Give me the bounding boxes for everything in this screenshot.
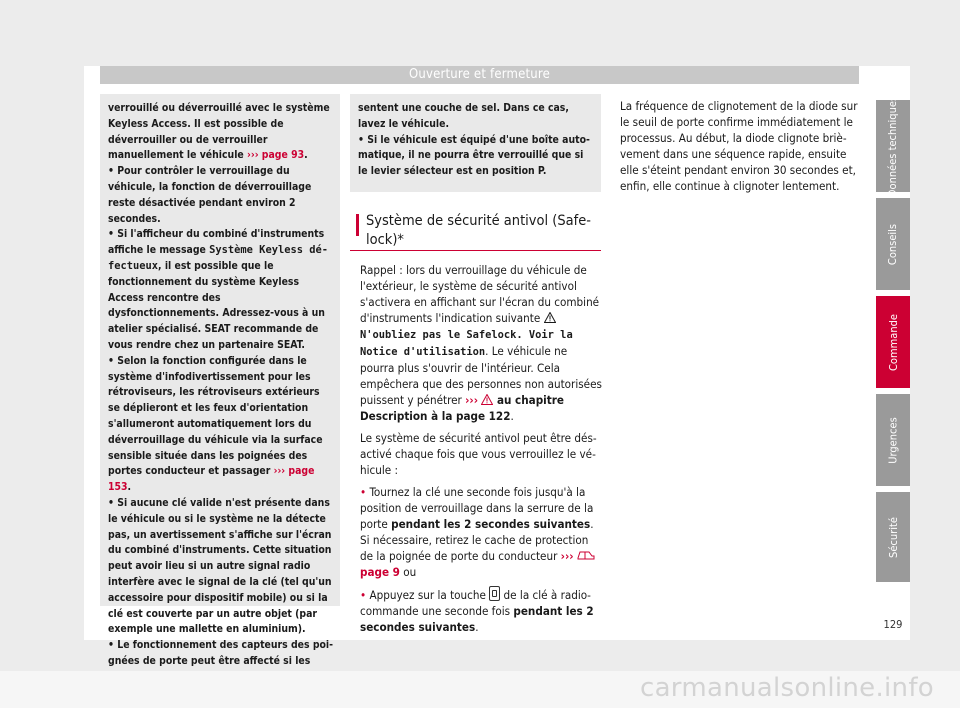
warning-triangle-icon bbox=[544, 312, 556, 323]
body-text-middle bbox=[360, 262, 602, 641]
watermark-strip bbox=[0, 671, 960, 708]
note-bullet: • Si aucune clé valide n'est présente dans le véhicule ou si le système ne la détecte pas, un avertissement s'affiche sur l'écran du combiné d'instruments. Cette situation peut avoir lieu si un autre signal radio interfère avec le signal de la clé (tel qu'un accessoire pour dispositif mobile) ou si la clé est couverte par un autre objet (par exemple une mallette en aluminium). bbox=[108, 496, 332, 636]
bullet-item: • Tournez la clé une seconde fois jusqu'à la position de verrouillage dans la serrure de la porte pendant les 2 secondes suivantes. Si nécessaire, retirez le cache de protection de la poignée de porte du conducteur ››› page 9 ou bbox=[360, 485, 594, 579]
paragraph: Rappel : lors du verrouillage du véhicule de l'extérieur, le système de sécurité antivol s'activera en affichant sur l'écran du combiné d'instruments l'indication suivante N'oubliez pas le Safelock. Voir la Notice d'utilisation. Le véhicule ne pourra plus s'ouvrir de l'intérieur. Cela empêchera que des personnes non autorisées puissent y pénétrer ››› au chapitre Description à la page 122. bbox=[360, 263, 602, 423]
notes-box-left bbox=[100, 94, 340, 667]
chapter-ref-link[interactable]: ››› bbox=[465, 393, 493, 407]
note-bullet: • Si l'afficheur du combiné d'instruments affiche le message Système Keyless défectueux, il est possible que le fonctionnement du système Keyless Access rencontre des dysfonctionnements. Adressez-vous à un atelier spécialisé. SEAT recommande de vous rendre chez un partenaire SEAT. bbox=[108, 228, 329, 351]
section-heading bbox=[350, 208, 601, 251]
paragraph: La fréquence de clignotement de la diode sur le seuil de porte confirme immédiatement le processus. Au début, la diode clignote brièvement dans une séquence rapide, ensuite elle s'éteint pendant environ 30 secondes et, enfin, elle continue à clignoter lentement. bbox=[620, 99, 858, 193]
note-intro: verrouillé ou déverrouillé avec le système Keyless Access. Il est possible de déverrouiller ou de verrouiller manuellement le véhicule ››› page 93. bbox=[108, 102, 330, 162]
note-bullet: • Si le véhicule est équipé d'une boîte automatique, il ne pourra être verrouillé que si le levier sélecteur est en position P. bbox=[358, 133, 590, 178]
tab-securite[interactable]: Sécurité bbox=[876, 492, 910, 582]
tab-donnees-techniques[interactable]: Données techniques bbox=[876, 100, 910, 192]
notes-box-middle bbox=[350, 94, 601, 192]
tab-commande[interactable]: Commande bbox=[876, 296, 910, 388]
note-continuation: sentent une couche de sel. Dans ce cas, lavez le véhicule. bbox=[358, 102, 569, 130]
heading-accent-bar bbox=[356, 214, 359, 236]
bullet-item: • Appuyez sur la touche de la clé à radiocommande une seconde fois pendant les 2 secondes suivantes. bbox=[360, 588, 594, 634]
section-title: Système de sécurité antivol (Safelock)* bbox=[366, 213, 591, 248]
page-ref-link[interactable]: ››› page 93 bbox=[247, 149, 305, 162]
page-ref-link[interactable]: ››› page 153 bbox=[108, 465, 315, 494]
body-text-right bbox=[620, 98, 860, 194]
note-bullet: • Pour contrôler le verrouillage du véhicule, la fonction de déverrouillage reste désactivée pendant environ 2 secondes. bbox=[108, 165, 312, 225]
open-car-door-icon bbox=[577, 549, 595, 561]
page-number: 129 bbox=[883, 618, 903, 631]
page-ref-link[interactable]: ››› bbox=[561, 549, 595, 563]
note-bullet: • Le fonctionnement des capteurs des poignées de porte peut être affecté si les bbox=[108, 639, 334, 667]
note-bullet: • Selon la fonction configurée dans le système d'infodivertissement pour les rétroviseurs, les rétroviseurs extérieurs se déplieront et les feux d'orientation s'allumeront automatiquement lors du déverrouillage du véhicule via la surface sensible située dans les poignées des portes conducteur et passager ››› page 153. bbox=[108, 354, 323, 494]
page-header: Ouverture et fermeture bbox=[100, 66, 859, 84]
display-message: Système Keyless défectueux bbox=[108, 244, 329, 272]
tab-urgences[interactable]: Urgences bbox=[876, 394, 910, 486]
watermark-text: carmanualsonline.info bbox=[639, 673, 934, 703]
tab-conseils[interactable]: Conseils bbox=[876, 198, 910, 290]
display-message: N'oubliez pas le Safelock. Voir la Notice d'utilisation bbox=[360, 329, 573, 358]
warning-triangle-icon bbox=[481, 394, 493, 405]
key-lock-button-icon bbox=[489, 586, 500, 601]
paragraph: Le système de sécurité antivol peut être désactivé chaque fois que vous verrouillez le véhicule : bbox=[360, 431, 597, 477]
